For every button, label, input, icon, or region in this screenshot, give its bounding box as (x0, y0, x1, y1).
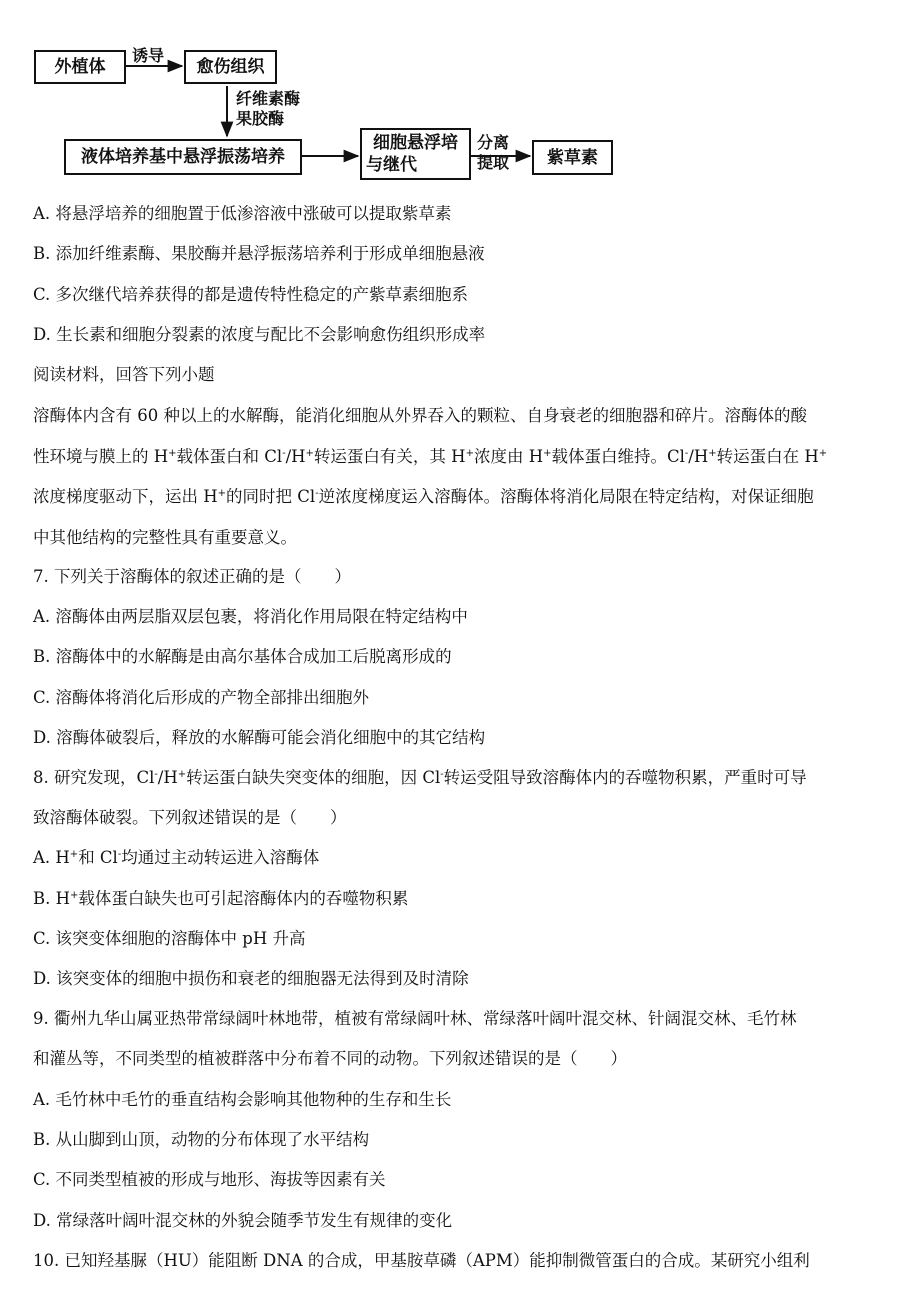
q6-option-d: D. 生长素和细胞分裂素的浓度与配比不会影响愈伤组织形成率 (33, 325, 486, 344)
q8-option-c: C. 该突变体细胞的溶酶体中 pH 升高 (33, 929, 306, 948)
text: 转运蛋白缺失突变体的细胞，因 Cl (186, 768, 441, 787)
label-enzymes (236, 89, 300, 129)
sup: + (69, 849, 79, 860)
sup: + (543, 447, 552, 459)
text: 载体蛋白和 Cl (176, 446, 283, 466)
text: 浓度梯度驱动下，运出 H (33, 487, 218, 507)
sup: - (315, 488, 319, 500)
q8-stem-line-2: 致溶酶体破裂。下列叙述错误的是（ ） (33, 808, 347, 827)
q9-option-a: A. 毛竹林中毛竹的垂直结构会影响其他物种的生存和生长 (33, 1090, 452, 1109)
box-callus (184, 50, 277, 84)
sup: + (818, 447, 828, 459)
text: B. H (33, 889, 71, 908)
text: /H (688, 446, 709, 466)
q8-option-d: D. 该突变体的细胞中损伤和衰老的细胞器无法得到及时清除 (33, 969, 469, 988)
box-liquid-culture (64, 139, 302, 175)
label-extract (477, 133, 509, 173)
sup: + (168, 447, 177, 459)
text: A. H (33, 848, 70, 867)
q7-option-c: C. 溶酶体将消化后形成的产物全部排出细胞外 (33, 688, 370, 707)
reading-line-3 (33, 485, 869, 526)
q6-option-c: C. 多次继代培养获得的都是遗传特性稳定的产紫草素细胞系 (33, 285, 469, 304)
text: 均通过主动转运进入溶酶体 (121, 848, 320, 867)
reading-title: 阅读材料，回答下列小题 (33, 365, 215, 384)
box-shikonin-label: 紫草素 (547, 147, 598, 168)
sup: + (708, 447, 717, 459)
sup: - (684, 447, 689, 459)
sup: + (70, 890, 79, 901)
reading-line-4: 中其他结构的完整性具有重要意义。 (33, 528, 297, 548)
reading-line-2 (33, 445, 869, 486)
label-cellulase: 纤维素酶 (236, 89, 301, 108)
box-shikonin (532, 140, 613, 175)
box-liquid-culture-label: 液体培养基中悬浮振荡培养 (81, 147, 285, 167)
sup: + (217, 488, 227, 500)
q6-option-b: B. 添加纤维素酶、果胶酶并悬浮振荡培养利于形成单细胞悬液 (33, 244, 485, 263)
q9-option-c: C. 不同类型植被的形成与地形、海拔等因素有关 (33, 1170, 386, 1189)
sup: - (282, 447, 286, 459)
text: 载体蛋白缺失也可引起溶酶体内的吞噬物积累 (78, 889, 409, 908)
reading-line-1: 溶酶体内含有 60 种以上的水解酶，能消化细胞从外界吞入的颗粒、自身衰老的细胞器和碎片。溶酶体的酸 (33, 406, 807, 425)
text: 载体蛋白维持。Cl (551, 446, 685, 466)
box-explant (34, 50, 126, 84)
q7-option-d: D. 溶酶体破裂后，释放的水解酶可能会消化细胞中的其它结构 (33, 728, 486, 747)
label-separate: 分离 (477, 133, 510, 152)
sup: + (305, 447, 314, 459)
box-explant-label: 外植体 (54, 57, 106, 77)
box-cell-suspension-line1: 细胞悬浮培 (373, 133, 458, 153)
sup: - (117, 849, 122, 860)
reading-passage (33, 404, 869, 567)
box-callus-label: 愈伤组织 (196, 57, 265, 77)
text: 浓度由 H (473, 446, 544, 466)
flow-diagram (0, 0, 900, 190)
q9-stem-line-2: 和灌丛等，不同类型的植被群落中分布着不同的动物。下列叙述错误的是（ ） (33, 1049, 627, 1068)
box-cell-suspension-line2: 与继代 (366, 155, 417, 175)
label-pectinase: 果胶酶 (236, 109, 285, 128)
text: 转运蛋白有关，其 H (313, 446, 466, 466)
sup: + (177, 769, 187, 780)
q9-stem-line-1: 9. 衢州九华山属亚热带常绿阔叶林地带，植被有常绿阔叶林、常绿落叶阔叶混交林、针阔混交林、毛竹林 (33, 1009, 797, 1028)
label-induce: 诱导 (132, 46, 165, 65)
q8-stem-line-1 (33, 766, 807, 790)
q6-option-a: A. 将悬浮培养的细胞置于低渗溶液中涨破可以提取紫草素 (33, 204, 452, 223)
q9-option-b: B. 从山脚到山顶，动物的分布体现了水平结构 (33, 1130, 370, 1149)
box-cell-suspension (360, 128, 471, 180)
text: /H (285, 446, 306, 466)
text: 8. 研究发现，Cl (33, 768, 155, 787)
sup: + (465, 447, 474, 459)
q7-option-b: B. 溶酶体中的水解酶是由高尔基体合成加工后脱离形成的 (33, 647, 452, 666)
text: 性环境与膜上的 H (33, 446, 169, 466)
text: 的同时把 Cl (226, 487, 316, 507)
text: 转运受阻导致溶酶体内的吞噬物积累，严重时可导 (443, 768, 807, 787)
q8-option-b (33, 887, 408, 911)
label-extraction: 提取 (477, 153, 510, 172)
text: 转运蛋白在 H (716, 446, 819, 466)
q9-option-d: D. 常绿落叶阔叶混交林的外貌会随季节发生有规律的变化 (33, 1211, 453, 1230)
q10-stem-line-1: 10. 已知羟基脲（HU）能阻断 DNA 的合成，甲基胺草磷（APM）能抑制微管蛋白的合成。某研究小组利 (33, 1251, 810, 1270)
q8-option-a (33, 846, 319, 870)
q7-option-a: A. 溶酶体由两层脂双层包裹，将消化作用局限在特定结构中 (33, 607, 468, 626)
text: /H (157, 768, 178, 787)
sup: - (154, 769, 158, 780)
text: 逆浓度梯度运入溶酶体。溶酶体将消化局限在特定结构，对保证细胞 (318, 487, 814, 507)
sup: - (440, 769, 444, 780)
text: 和 Cl (78, 848, 118, 867)
q7-stem: 7. 下列关于溶酶体的叙述正确的是（ ） (33, 567, 351, 586)
